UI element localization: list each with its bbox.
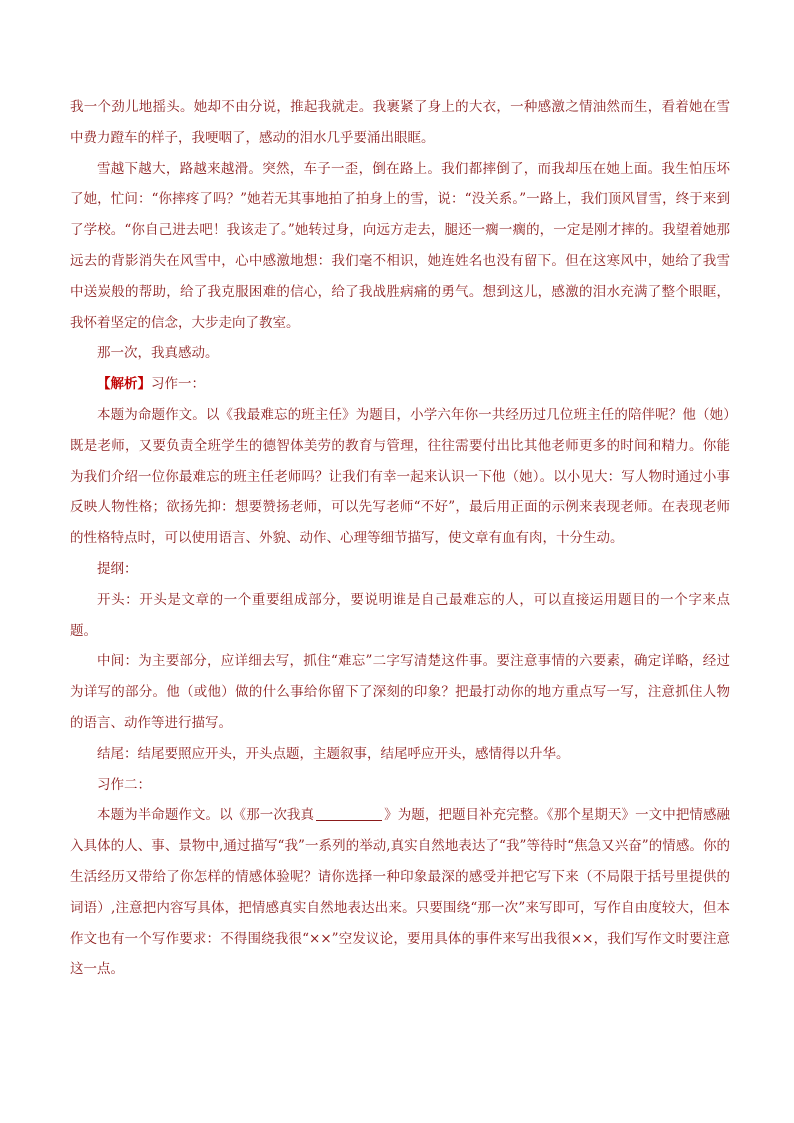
outline-middle: 中间：为主要部分，应详细去写，抓住“难忘”二字写清楚这件事。要注意事情的六要素，确定详略，经过为详写的部分。他（或他）做的什么事给你留下了深刻的印象？把最打动你的地方重点写一写，注意抓住人物的语言、动作等进行描写。 <box>70 653 730 731</box>
outline-ending: 结尾：结尾要照应开头，开头点题，主题叙事，结尾呼应开头，感情得以升华。 <box>97 745 570 762</box>
outline-opening: 开头：开头是文章的一个重要组成部分，要说明谁是自己最难忘的人，可以直接运用题目的一个字来点题。 <box>70 591 730 639</box>
paragraph-2: 雪越下越大，路越来越滑。突然，车子一歪，倒在路上。我们都摔倒了，而我却压在她上面。我生怕压坏了她，忙问：“你摔疼了吗？”她若无其事地拍了拍身上的雪，说：“没关系。”一路上，我们顶风冒雪，终于来到了学校。“你自己进去吧！我该走了。”她转过身，向远方走去，腿还一瘸一瘸的，一定是刚才摔的。我望着她那远去的背影消失在风雪中，心中感激地想：我们毫不相识，她连姓名也没有留下。但在这寒风中，她给了我雪中送炭般的帮助，给了我克服困难的信心，给了我战胜病痛的勇气。想到这儿，感激的泪水充满了整个眼眶，我怀着坚定的信念，大步走向了教室。 <box>70 160 730 331</box>
analysis-heading <box>70 369 730 400</box>
fill-blank <box>316 806 382 821</box>
analysis-tag: 【解析】 <box>97 376 151 393</box>
document-body <box>70 92 730 985</box>
outline-label: 提纲： <box>97 560 138 577</box>
paragraph-1: 我一个劲儿地摇头。她却不由分说，推起我就走。我裹紧了身上的大衣，一种感激之情油然而生，看着她在雪中费力蹬车的样子，我哽咽了，感动的泪水几乎要涌出眼眶。 <box>70 99 730 146</box>
paragraph-3: 那一次，我真感动。 <box>97 345 219 362</box>
paragraph-5: 本题为命题作文。以《我最难忘的班主任》为题目，小学六年你一共经历过几位班主任的陪伴呢？他（她）既是老师，又要负责全班学生的德智体美劳的教育与管理，往往需要付出比其他老师更多的时间和精力。你能为我们介绍一位你最难忘的班主任老师吗？让我们有幸一起来认识一下他（她）。以小见大：写人物时通过小事反映人物性格；欲扬先抑：想要赞扬老师，可以先写老师“不好”，最后用正面的示例来表现老师。在表现老师的性格特点时，可以使用语言、外貌、动作、心理等细节描写，使文章有血有肉，十分生动。 <box>70 406 730 547</box>
exercise-two-heading: 习作二： <box>97 776 151 793</box>
paragraph-11-part-b: 》为题，把题目补充完整。《那个星期天》一文中把情感融入具体的人、事、景物中,通过描写“我”一系列的举动,真实自然地表达了“我”等待时“焦急又兴奋”的情感。你的生活经历又带给了你怎样的情感体验呢？请你选择一种印象最深的感受并把它写下来（不局限于括号里提供的词语）,注意把内容写具体，把情感真实自然地表达出来。只要围绕“那一次”来写即可，写作自由度较大，但本作文也有一个写作要求：不得围绕我很“××”空发议论，要用具体的事件来写出我很××，我们写作文时要注意这一点。 <box>70 807 731 978</box>
paragraph-11 <box>70 800 730 985</box>
paragraph-11-part-a: 本题为半命题作文。以《那一次我真 <box>97 807 315 824</box>
analysis-subheading: 习作一： <box>151 376 205 393</box>
